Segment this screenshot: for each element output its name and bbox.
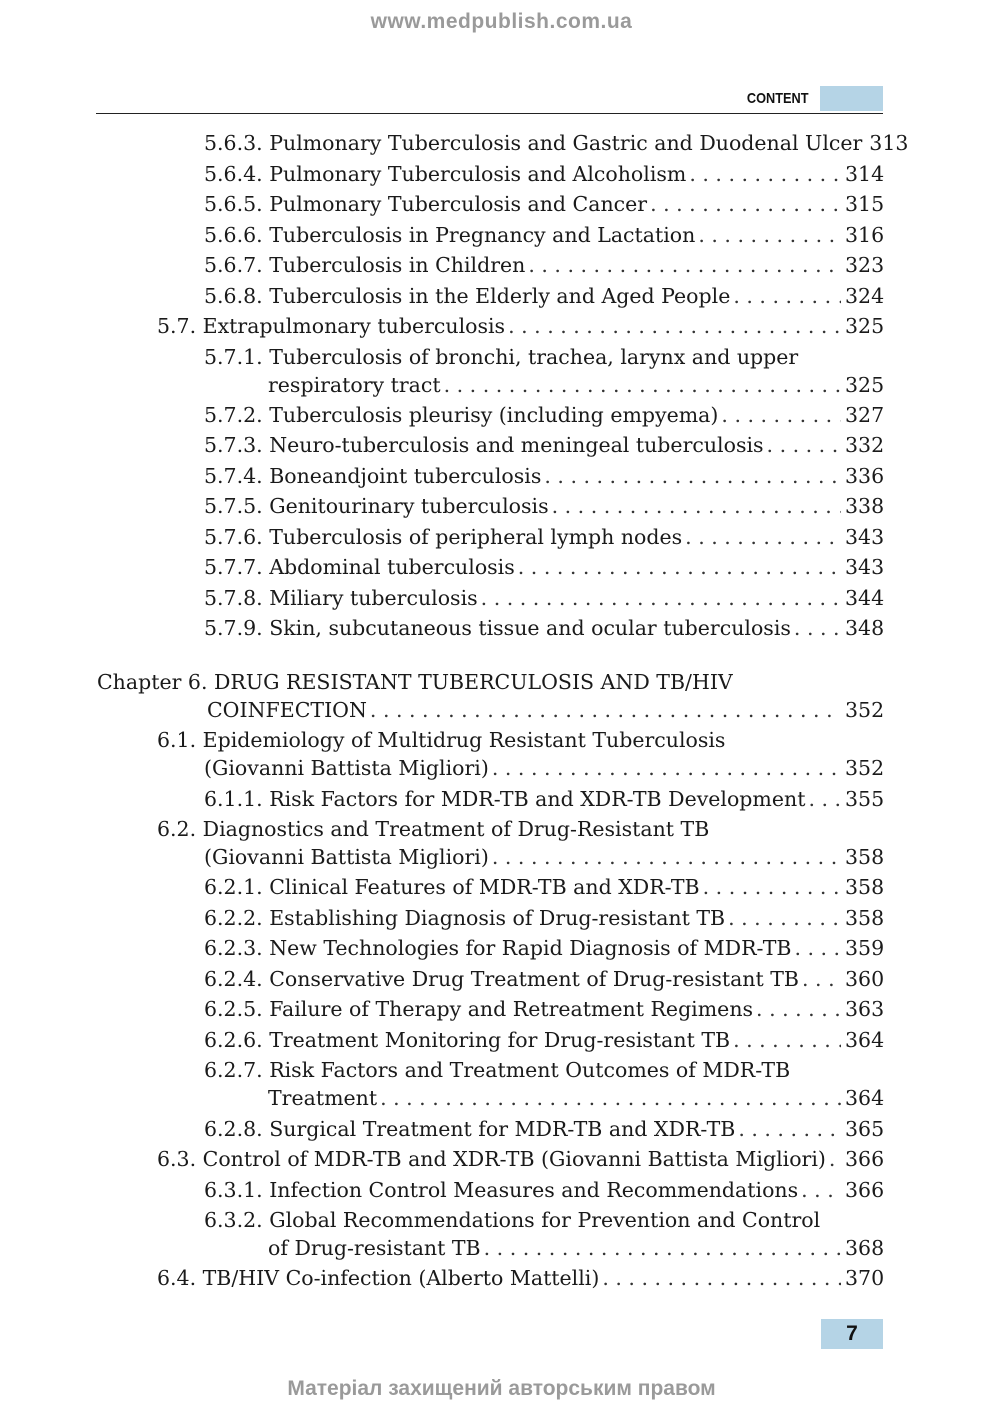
toc-entry-page: 365 [845, 1117, 885, 1141]
toc-entry-page: 366 [845, 1178, 885, 1202]
toc-entry[interactable] [204, 1056, 883, 1112]
toc-entry[interactable] [204, 160, 883, 188]
toc-entry[interactable] [157, 1264, 883, 1292]
watermark-top: www.medpublish.com.ua [370, 10, 633, 33]
toc-entry-page: 325 [845, 373, 885, 397]
toc-entry[interactable] [204, 995, 883, 1023]
toc-entry[interactable] [204, 553, 883, 581]
toc-entry-title: 6.2.1. Clinical Features of MDR-TB and XDR-TB [204, 875, 700, 899]
dot-leader [544, 462, 841, 490]
toc-entry[interactable] [204, 904, 883, 932]
toc-entry-page: 343 [845, 525, 885, 549]
toc-entry-page: 313 [869, 131, 909, 155]
toc-entry[interactable] [204, 614, 883, 642]
toc-entry-page: 364 [845, 1086, 885, 1110]
toc-entry[interactable] [204, 785, 883, 813]
toc-entry[interactable] [157, 312, 883, 340]
dot-leader [689, 160, 841, 188]
dot-leader [508, 312, 841, 340]
toc-entry-title: 5.7.5. Genitourinary tuberculosis [204, 494, 549, 518]
dot-leader [602, 1264, 841, 1292]
dot-leader [721, 401, 841, 429]
toc-entry-page: 352 [845, 698, 885, 722]
toc-entry-title: 6.3.2. Global Recommendations for Prevention and Control [204, 1208, 821, 1232]
toc-entry-page: 358 [845, 845, 885, 869]
toc-entry-title: 5.7.1. Tuberculosis of bronchi, trachea, larynx and upper [204, 345, 799, 369]
toc-entry-page: 327 [845, 403, 885, 427]
toc-entry[interactable] [204, 873, 883, 901]
toc-entry-title: 5.6.6. Tuberculosis in Pregnancy and Lactation [204, 223, 696, 247]
toc-entry-title: 6.1.1. Risk Factors for MDR-TB and XDR-TB Development [204, 787, 806, 811]
toc-entry[interactable] [157, 726, 883, 782]
toc-entry-page: 323 [845, 253, 885, 277]
toc-entry-title: 6.2. Diagnostics and Treatment of Drug-Resistant TB [157, 817, 710, 841]
toc-entry-title: of Drug-resistant TB [268, 1236, 481, 1260]
dot-leader [481, 584, 841, 612]
dot-leader [380, 1084, 841, 1112]
dot-leader [518, 553, 841, 581]
page-number: 7 [821, 1319, 883, 1349]
toc-entry[interactable] [204, 584, 883, 612]
toc-entry[interactable] [204, 934, 883, 962]
toc-entry-title: 5.7.6. Tuberculosis of peripheral lymph nodes [204, 525, 683, 549]
toc-entry-title: 5.7.2. Tuberculosis pleurisy (including empyema) [204, 403, 719, 427]
toc-entry-title: 6.4. TB/HIV Co-infection (Alberto Mattelli) [157, 1266, 600, 1290]
toc-entry-page: 348 [845, 616, 885, 640]
toc-entry-title: 5.6.4. Pulmonary Tuberculosis and Alcoholism [204, 162, 687, 186]
toc-entry[interactable] [204, 282, 883, 310]
toc-entry[interactable] [204, 492, 883, 520]
toc-entry-page: 332 [845, 433, 885, 457]
toc-entry-title: 5.6.3. Pulmonary Tuberculosis and Gastric and Duodenal Ulcer [204, 131, 863, 155]
toc-entry-title: 5.7.8. Miliary tuberculosis [204, 586, 478, 610]
dot-leader [733, 282, 841, 310]
toc-entry-title: COINFECTION [207, 698, 367, 722]
toc-entry[interactable] [204, 431, 883, 459]
toc-entry-title: 5.6.5. Pulmonary Tuberculosis and Cancer [204, 192, 648, 216]
dot-leader [733, 1026, 841, 1054]
toc-entry-page: 358 [845, 906, 885, 930]
toc-entry[interactable] [204, 965, 883, 993]
dot-leader [370, 696, 841, 724]
toc-entry-title: 6.2.6. Treatment Monitoring for Drug-resistant TB [204, 1028, 731, 1052]
toc-entry-page: 359 [845, 936, 885, 960]
toc-entry[interactable] [204, 343, 883, 399]
toc-entry[interactable] [157, 1145, 883, 1173]
toc-entry[interactable] [204, 1026, 883, 1054]
toc-entry-title: 6.2.5. Failure of Therapy and Retreatment Regimens [204, 997, 754, 1021]
toc-entry-page: 336 [845, 464, 885, 488]
dot-leader [650, 190, 841, 218]
toc-entry-title: 6.2.8. Surgical Treatment for MDR-TB and XDR-TB [204, 1117, 736, 1141]
dot-leader [703, 873, 841, 901]
dot-leader [756, 995, 841, 1023]
toc-entry-title: 5.7.7. Abdominal tuberculosis [204, 555, 515, 579]
dot-leader [738, 1115, 841, 1143]
dot-leader [492, 754, 841, 782]
toc-entry-page: 324 [845, 284, 885, 308]
toc-entry-title: 6.3.1. Infection Control Measures and Recommendations [204, 1178, 799, 1202]
toc-entry-page: 363 [845, 997, 885, 1021]
dot-leader [794, 934, 841, 962]
toc-entry-title: 6.1. Epidemiology of Multidrug Resistant Tuberculosis [157, 728, 726, 752]
toc-entry-title: Treatment [268, 1086, 378, 1110]
toc-entry[interactable] [204, 1206, 883, 1262]
toc-entry-page: 314 [845, 162, 885, 186]
header-color-box [820, 86, 883, 111]
toc-entry-page: 352 [845, 756, 885, 780]
toc-entry-title: 6.2.7. Risk Factors and Treatment Outcomes of MDR-TB [204, 1058, 791, 1082]
toc-entry-page: 366 [845, 1147, 885, 1171]
toc-entry[interactable] [97, 668, 883, 724]
dot-leader [552, 492, 841, 520]
toc-entry-title: 5.7.3. Neuro-tuberculosis and meningeal tuberculosis [204, 433, 764, 457]
toc-entry-page: 315 [845, 192, 885, 216]
dot-leader [728, 904, 841, 932]
toc-entry-title: 5.7. Extrapulmonary tuberculosis [157, 314, 506, 338]
toc-entry-page: 360 [845, 967, 885, 991]
dot-leader [528, 251, 841, 279]
toc-entry-page: 344 [845, 586, 885, 610]
toc-entry[interactable] [204, 221, 883, 249]
toc-entry-page: 343 [845, 555, 885, 579]
toc-entry-title: 5.7.9. Skin, subcutaneous tissue and ocular tuberculosis [204, 616, 791, 640]
toc-entry-page: 370 [845, 1266, 885, 1290]
toc-entry-page: 364 [845, 1028, 885, 1052]
toc-entry-title: 5.6.7. Tuberculosis in Children [204, 253, 526, 277]
dot-leader [808, 785, 841, 813]
watermark-bottom: Матеріал захищений авторським правом [287, 1377, 716, 1400]
dot-leader [698, 221, 841, 249]
toc-entry-title: (Giovanni Battista Migliori) [204, 756, 489, 780]
dot-leader [492, 843, 841, 871]
running-header [96, 86, 883, 114]
toc-entry-title: (Giovanni Battista Migliori) [204, 845, 489, 869]
toc-entry[interactable] [204, 401, 883, 429]
toc-entry-title: 6.2.4. Conservative Drug Treatment of Drug-resistant TB [204, 967, 799, 991]
toc-entry[interactable] [204, 1176, 883, 1204]
dot-leader [484, 1234, 841, 1262]
toc-entry[interactable] [204, 129, 909, 157]
dot-leader [794, 614, 841, 642]
toc-entry-title: Chapter 6. DRUG RESISTANT TUBERCULOSIS AND TB/HIV [97, 670, 733, 694]
toc-entry-page: 325 [845, 314, 885, 338]
toc-entry-title: 5.7.4. Boneandjoint tuberculosis [204, 464, 542, 488]
toc-entry-title: respiratory tract [268, 373, 441, 397]
header-label: CONTENT [746, 90, 808, 107]
toc-entry[interactable] [204, 523, 883, 551]
toc-entry-page: 316 [845, 223, 885, 247]
dot-leader [685, 523, 841, 551]
toc-entry[interactable] [204, 1115, 883, 1143]
dot-leader [802, 965, 841, 993]
toc-entry[interactable] [157, 815, 883, 871]
dot-leader [829, 1145, 841, 1173]
toc-entry-title: 6.3. Control of MDR-TB and XDR-TB (Giovanni Battista Migliori) [157, 1147, 826, 1171]
toc-entry-page: 358 [845, 875, 885, 899]
toc-entry[interactable] [204, 251, 883, 279]
toc-entry-title: 6.2.2. Establishing Diagnosis of Drug-resistant TB [204, 906, 726, 930]
toc-entry-page: 368 [845, 1236, 885, 1260]
dot-leader [801, 1176, 841, 1204]
toc-entry[interactable] [204, 190, 883, 218]
toc-entry[interactable] [204, 462, 883, 490]
dot-leader [444, 371, 841, 399]
toc-entry-page: 338 [845, 494, 885, 518]
toc-entry-title: 6.2.3. New Technologies for Rapid Diagnosis of MDR-TB [204, 936, 792, 960]
dot-leader [767, 431, 841, 459]
toc-entry-title: 5.6.8. Tuberculosis in the Elderly and Aged People [204, 284, 731, 308]
toc-entry-page: 355 [845, 787, 885, 811]
